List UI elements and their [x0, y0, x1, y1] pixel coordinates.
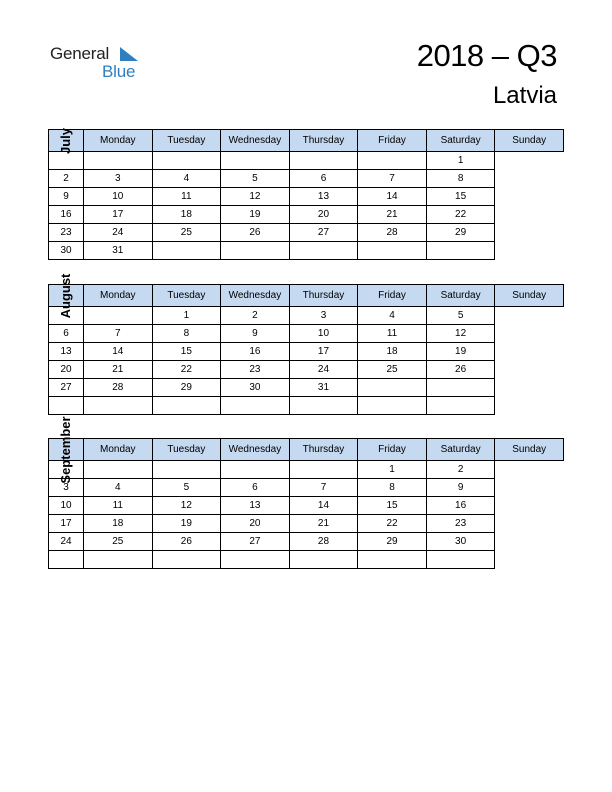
week-row — [49, 461, 564, 479]
day-cell: 22 — [426, 206, 495, 224]
day-cell — [289, 461, 358, 479]
logo — [50, 44, 160, 84]
weekday-header-row — [49, 130, 564, 152]
day-cell — [152, 242, 221, 260]
day-cell: 15 — [426, 188, 495, 206]
day-cell: 10 — [289, 325, 358, 343]
day-cell: 3 — [84, 170, 153, 188]
weekday-header: Wednesday — [221, 439, 290, 461]
day-cell: 21 — [84, 361, 153, 379]
day-cell: 24 — [289, 361, 358, 379]
day-cell: 19 — [152, 515, 221, 533]
day-cell: 31 — [84, 242, 153, 260]
week-row — [49, 307, 564, 325]
day-cell — [49, 152, 84, 170]
day-cell — [84, 461, 153, 479]
day-cell: 20 — [289, 206, 358, 224]
logo-blue-text: Blue — [102, 62, 136, 81]
day-cell: 17 — [289, 343, 358, 361]
day-cell: 31 — [289, 379, 358, 397]
day-cell: 7 — [289, 479, 358, 497]
month-label: August — [58, 273, 73, 318]
weekday-header: Saturday — [426, 285, 495, 307]
day-cell: 11 — [152, 188, 221, 206]
weekday-header: Sunday — [495, 285, 564, 307]
day-cell: 30 — [49, 242, 84, 260]
day-cell: 25 — [358, 361, 427, 379]
day-cell: 23 — [221, 361, 290, 379]
day-cell — [49, 397, 84, 415]
day-cell: 10 — [84, 188, 153, 206]
weekday-header: Thursday — [289, 285, 358, 307]
week-row — [49, 479, 564, 497]
day-cell — [221, 152, 290, 170]
weekday-header: Thursday — [289, 130, 358, 152]
day-cell: 28 — [358, 224, 427, 242]
day-cell: 1 — [426, 152, 495, 170]
day-cell: 25 — [152, 224, 221, 242]
weekday-header: Monday — [84, 439, 153, 461]
day-cell: 3 — [289, 307, 358, 325]
day-cell: 23 — [49, 224, 84, 242]
weekday-header: Tuesday — [152, 285, 221, 307]
month-block-september — [48, 415, 564, 569]
day-cell: 24 — [84, 224, 153, 242]
day-cell: 5 — [426, 307, 495, 325]
day-cell: 2 — [426, 461, 495, 479]
day-cell — [289, 551, 358, 569]
day-cell — [289, 242, 358, 260]
day-cell: 24 — [49, 533, 84, 551]
day-cell: 8 — [152, 325, 221, 343]
day-cell — [84, 551, 153, 569]
week-row — [49, 551, 564, 569]
day-cell: 12 — [221, 188, 290, 206]
calendar-table — [48, 415, 564, 569]
month-label-cell — [49, 127, 84, 154]
weekday-header: Sunday — [495, 439, 564, 461]
week-row — [49, 361, 564, 379]
day-cell: 9 — [221, 325, 290, 343]
day-cell: 1 — [152, 307, 221, 325]
day-cell: 4 — [358, 307, 427, 325]
day-cell — [49, 551, 84, 569]
day-cell: 19 — [221, 206, 290, 224]
day-cell: 8 — [426, 170, 495, 188]
day-cell: 18 — [358, 343, 427, 361]
day-cell: 22 — [358, 515, 427, 533]
week-row — [49, 515, 564, 533]
day-cell: 6 — [49, 325, 84, 343]
month-label: September — [58, 415, 73, 484]
day-cell — [152, 152, 221, 170]
day-cell: 13 — [221, 497, 290, 515]
week-row — [49, 497, 564, 515]
day-cell: 28 — [84, 379, 153, 397]
month-label-cell — [49, 273, 84, 318]
day-cell — [221, 242, 290, 260]
day-cell: 17 — [84, 206, 153, 224]
weekday-header: Wednesday — [221, 285, 290, 307]
day-cell — [152, 461, 221, 479]
day-cell — [358, 397, 427, 415]
day-cell — [426, 379, 495, 397]
day-cell: 7 — [358, 170, 427, 188]
day-cell: 15 — [152, 343, 221, 361]
day-cell — [426, 551, 495, 569]
page-title: 2018 – Q3 — [416, 38, 557, 73]
day-cell: 14 — [84, 343, 153, 361]
weekday-header: Sunday — [495, 130, 564, 152]
day-cell: 11 — [358, 325, 427, 343]
month-label-cell — [49, 415, 84, 484]
week-row — [49, 379, 564, 397]
day-cell: 7 — [84, 325, 153, 343]
logo-flag-icon — [120, 47, 140, 63]
day-cell — [358, 152, 427, 170]
day-cell: 8 — [358, 479, 427, 497]
day-cell: 11 — [84, 497, 153, 515]
month-label: July — [58, 127, 73, 154]
day-cell: 14 — [358, 188, 427, 206]
weekday-header: Tuesday — [152, 439, 221, 461]
day-cell: 16 — [426, 497, 495, 515]
day-cell — [152, 397, 221, 415]
day-cell: 5 — [221, 170, 290, 188]
day-cell: 29 — [152, 379, 221, 397]
week-row — [49, 224, 564, 242]
day-cell: 13 — [289, 188, 358, 206]
calendar-table — [48, 129, 564, 260]
country-name: Latvia — [492, 82, 557, 109]
weekday-header: Friday — [358, 130, 427, 152]
day-cell: 12 — [426, 325, 495, 343]
day-cell: 20 — [221, 515, 290, 533]
day-cell: 29 — [426, 224, 495, 242]
day-cell: 27 — [49, 379, 84, 397]
weekday-header: Saturday — [426, 130, 495, 152]
day-cell: 30 — [426, 533, 495, 551]
month-block-august — [48, 273, 564, 415]
week-row — [49, 152, 564, 170]
day-cell — [221, 551, 290, 569]
week-rows — [49, 307, 564, 415]
day-cell: 12 — [152, 497, 221, 515]
day-cell: 30 — [221, 379, 290, 397]
day-cell: 19 — [426, 343, 495, 361]
day-cell: 2 — [221, 307, 290, 325]
day-cell — [426, 397, 495, 415]
day-cell — [358, 379, 427, 397]
day-cell — [358, 551, 427, 569]
week-row — [49, 397, 564, 415]
day-cell: 6 — [289, 170, 358, 188]
month-block-july — [48, 129, 564, 260]
day-cell: 17 — [49, 515, 84, 533]
day-cell: 27 — [289, 224, 358, 242]
weekday-header: Tuesday — [152, 130, 221, 152]
day-cell: 13 — [49, 343, 84, 361]
week-row — [49, 533, 564, 551]
day-cell: 5 — [152, 479, 221, 497]
day-cell: 9 — [426, 479, 495, 497]
day-cell: 21 — [358, 206, 427, 224]
weekday-header-row — [49, 439, 564, 461]
week-row — [49, 242, 564, 260]
day-cell: 10 — [49, 497, 84, 515]
day-cell: 20 — [49, 361, 84, 379]
day-cell: 25 — [84, 533, 153, 551]
day-cell: 2 — [49, 170, 84, 188]
day-cell: 4 — [152, 170, 221, 188]
day-cell — [152, 551, 221, 569]
day-cell — [84, 152, 153, 170]
week-row — [49, 188, 564, 206]
day-cell: 27 — [221, 533, 290, 551]
day-cell: 22 — [152, 361, 221, 379]
day-cell: 1 — [358, 461, 427, 479]
day-cell — [84, 307, 153, 325]
day-cell: 16 — [221, 343, 290, 361]
weekday-header: Monday — [84, 130, 153, 152]
day-cell — [358, 242, 427, 260]
day-cell: 4 — [84, 479, 153, 497]
day-cell: 29 — [358, 533, 427, 551]
week-row — [49, 206, 564, 224]
week-rows — [49, 461, 564, 569]
day-cell: 28 — [289, 533, 358, 551]
week-row — [49, 170, 564, 188]
week-row — [49, 343, 564, 361]
day-cell: 9 — [49, 188, 84, 206]
day-cell: 26 — [221, 224, 290, 242]
day-cell — [289, 152, 358, 170]
day-cell: 14 — [289, 497, 358, 515]
day-cell: 21 — [289, 515, 358, 533]
day-cell — [426, 242, 495, 260]
weekday-header: Friday — [358, 439, 427, 461]
day-cell: 18 — [152, 206, 221, 224]
day-cell: 16 — [49, 206, 84, 224]
day-cell — [289, 397, 358, 415]
day-cell — [84, 397, 153, 415]
day-cell — [221, 461, 290, 479]
weekday-header: Friday — [358, 285, 427, 307]
day-cell: 18 — [84, 515, 153, 533]
day-cell: 26 — [152, 533, 221, 551]
day-cell — [221, 397, 290, 415]
calendar-table — [48, 273, 564, 415]
day-cell: 26 — [426, 361, 495, 379]
weekday-header: Thursday — [289, 439, 358, 461]
week-rows — [49, 152, 564, 260]
weekday-header: Wednesday — [221, 130, 290, 152]
logo-general-text: General — [50, 44, 110, 63]
day-cell: 3 — [49, 479, 84, 497]
weekday-header: Saturday — [426, 439, 495, 461]
day-cell: 6 — [221, 479, 290, 497]
weekday-header: Monday — [84, 285, 153, 307]
weekday-header-row — [49, 285, 564, 307]
week-row — [49, 325, 564, 343]
day-cell: 15 — [358, 497, 427, 515]
day-cell: 23 — [426, 515, 495, 533]
